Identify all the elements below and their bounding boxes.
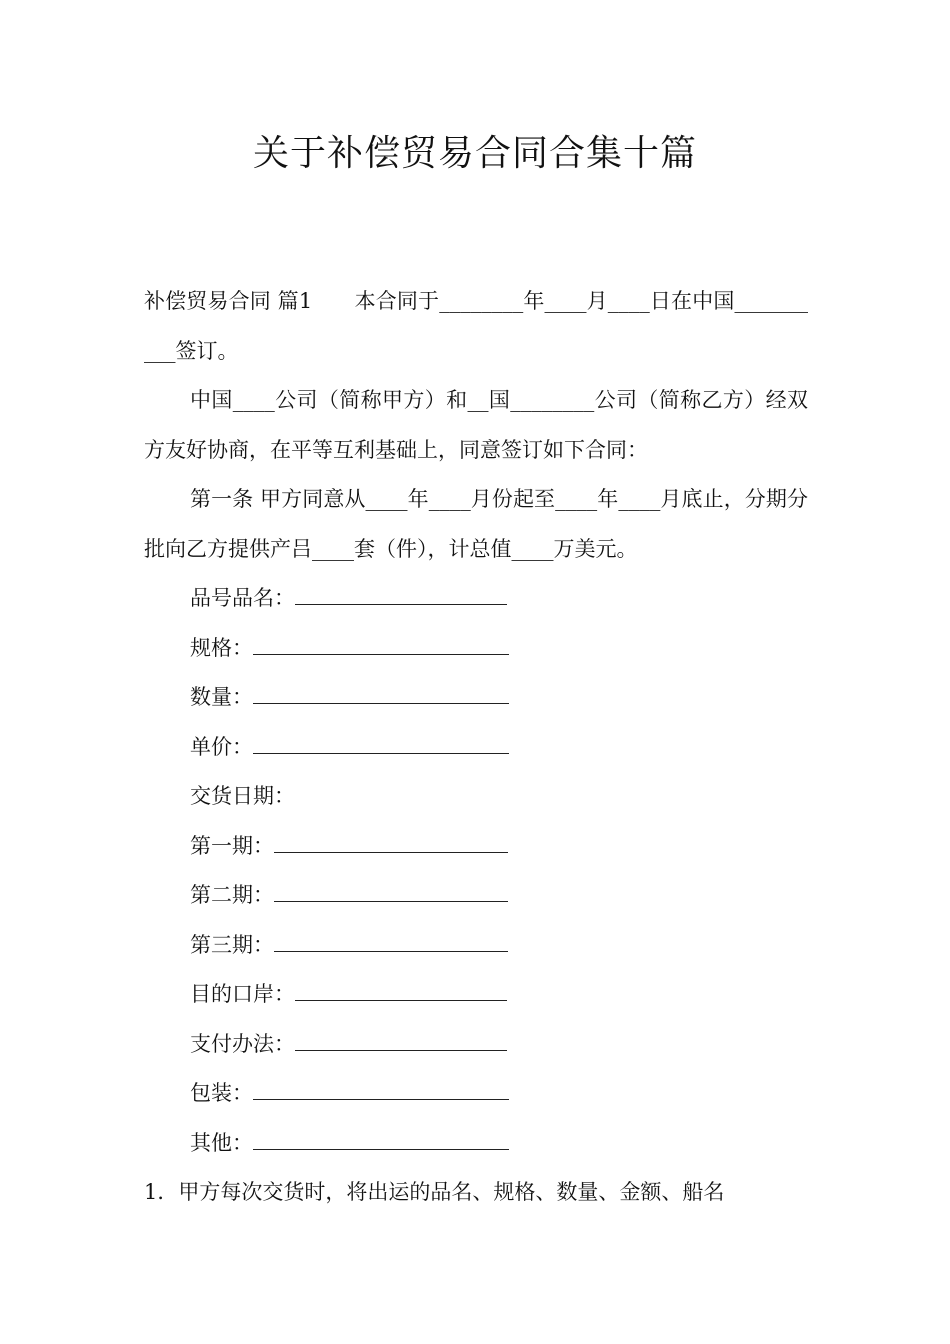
field-payment-method bbox=[144, 1020, 808, 1070]
blank-line bbox=[274, 881, 508, 902]
blank-line bbox=[253, 1079, 509, 1100]
blank-line bbox=[295, 584, 507, 605]
field-label: 品号品名： bbox=[190, 586, 295, 610]
field-label: 支付办法： bbox=[190, 1031, 295, 1056]
delivery-heading-label: 交货日期： bbox=[190, 784, 295, 808]
field-destination-port bbox=[144, 970, 808, 1020]
field-product-name bbox=[144, 574, 808, 624]
field-label: 数量： bbox=[190, 685, 253, 709]
blank-line bbox=[274, 832, 508, 853]
field-label: 第一期： bbox=[190, 833, 274, 858]
field-unit-price bbox=[144, 723, 808, 773]
blank-line bbox=[253, 1129, 509, 1150]
paragraph-parties: 中国____公司（简称甲方）和__国________公司（简称乙方）经双方友好协商，在平等互利基础上，同意签订如下合同： bbox=[144, 388, 808, 462]
blank-line bbox=[253, 733, 509, 754]
document-body bbox=[144, 277, 808, 1218]
field-label: 规格： bbox=[190, 635, 253, 660]
field-phase-2 bbox=[144, 871, 808, 921]
field-other bbox=[144, 1119, 808, 1169]
field-phase-3 bbox=[144, 921, 808, 971]
field-quantity bbox=[144, 673, 808, 723]
blank-line bbox=[253, 634, 509, 655]
field-spec bbox=[144, 624, 808, 674]
clause-1: 1．甲方每次交货时，将出运的品名、规格、数量、金额、船名 bbox=[144, 1180, 725, 1204]
paragraph-intro: 补偿贸易合同 篇1 本合同于________年____月____日在中国__________签订。 bbox=[144, 289, 808, 363]
blank-line bbox=[253, 683, 509, 704]
field-label: 其他： bbox=[190, 1130, 253, 1155]
field-label: 第三期： bbox=[190, 932, 274, 957]
blank-line bbox=[295, 980, 507, 1001]
field-label: 目的口岸： bbox=[190, 982, 295, 1006]
document-title: 关于补偿贸易合同合集十篇 bbox=[252, 133, 697, 174]
blank-line bbox=[295, 1030, 507, 1051]
field-label: 第二期： bbox=[190, 883, 274, 907]
paragraph-article-1: 第一条 甲方同意从____年____月份起至____年____月底止，分期分批向乙方提供产吕____套（件），计总值____万美元。 bbox=[144, 487, 808, 561]
field-label: 单价： bbox=[190, 734, 253, 759]
blank-line bbox=[274, 931, 508, 952]
delivery-heading bbox=[144, 772, 808, 822]
field-label: 包装： bbox=[190, 1081, 253, 1105]
field-phase-1 bbox=[144, 822, 808, 872]
field-packaging bbox=[144, 1069, 808, 1119]
